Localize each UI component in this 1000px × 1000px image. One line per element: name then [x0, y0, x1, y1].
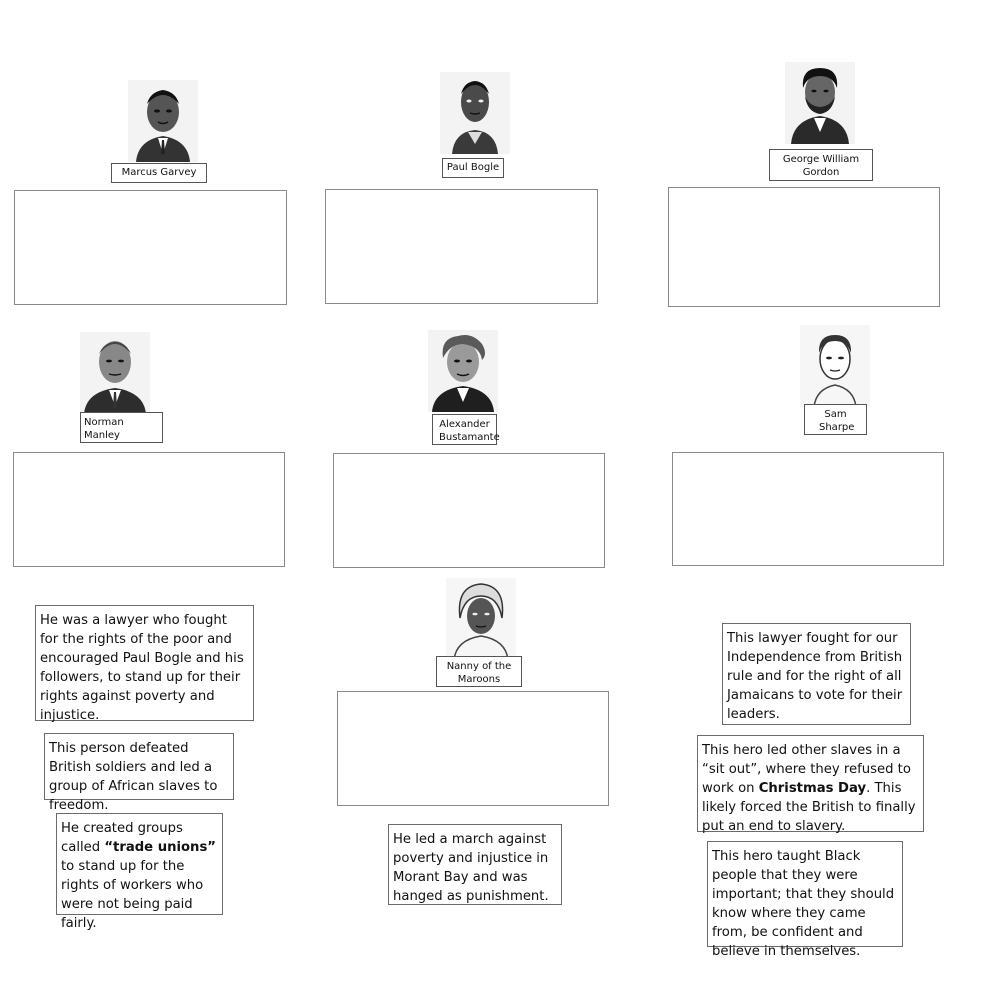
portrait-sam-sharpe — [800, 325, 870, 407]
name-label-paul-bogle: Paul Bogle — [442, 158, 504, 178]
portrait-george-william-gordon — [785, 62, 855, 144]
description-card-independence-lawyer[interactable] — [722, 623, 911, 725]
description-card-black-people-important[interactable] — [707, 841, 903, 959]
description-card-trade-unions[interactable] — [56, 813, 223, 931]
card-text: . This likely forced the British to finally put an end to slavery. — [702, 781, 916, 834]
description-card-sit-out[interactable] — [697, 735, 924, 832]
portrait-norman-manley-image — [80, 332, 150, 414]
answer-box-sam-sharpe[interactable] — [672, 452, 944, 566]
portrait-paul-bogle-image — [440, 72, 510, 154]
name-label-george-william-gordon: George William Gordon — [769, 149, 873, 181]
card-text: He led a march against poverty and injustice in Morant Bay and was hanged as punishment. — [393, 832, 549, 904]
card-text-bold: Christmas Day — [758, 781, 867, 796]
portrait-alexander-bustamante — [428, 330, 498, 412]
portrait-alexander-bustamante-image — [428, 330, 498, 412]
portrait-marcus-garvey-image — [128, 80, 198, 162]
answer-box-norman-manley[interactable] — [13, 452, 285, 567]
answer-box-alexander-bustamante[interactable] — [333, 453, 605, 568]
card-text: This hero taught Black people that they were important; that they should know where they came from, be confident and believe in themselves. — [712, 849, 895, 959]
answer-box-nanny-of-the-maroons[interactable] — [337, 691, 609, 806]
card-text: to stand up for the rights of workers who were not being paid fairly. — [61, 859, 204, 931]
name-label-norman-manley: Norman Manley — [80, 412, 163, 443]
description-card-defeated-british[interactable] — [44, 733, 234, 813]
portrait-george-william-gordon-image — [785, 62, 855, 144]
card-text: This hero led other slaves in a “sit out”, where they refused to work on — [702, 743, 911, 796]
card-text: This person defeated British soldiers and led a group of African slaves to freedom. — [49, 741, 218, 813]
portrait-norman-manley — [80, 332, 150, 414]
portrait-marcus-garvey — [128, 80, 198, 162]
answer-box-george-william-gordon[interactable] — [668, 187, 940, 307]
portrait-sam-sharpe-image — [800, 325, 870, 407]
description-card-lawyer-poor[interactable] — [35, 605, 254, 721]
portrait-nanny-of-the-maroons-image — [446, 578, 516, 660]
card-text-bold: “trade unions” — [104, 840, 216, 855]
name-label-nanny-of-the-maroons: Nanny of the Maroons — [436, 656, 522, 687]
name-label-sam-sharpe: Sam Sharpe — [804, 404, 867, 435]
portrait-nanny-of-the-maroons — [446, 578, 516, 660]
card-text: He was a lawyer who fought for the rights of the poor and encouraged Paul Bogle and his followers, to stand up for their rights against poverty and injustice. — [40, 613, 244, 723]
card-text: This lawyer fought for our Independence from British rule and for the right of all Jamaicans to vote for their leaders. — [727, 631, 903, 722]
answer-box-marcus-garvey[interactable] — [14, 190, 287, 305]
name-label-alexander-bustamante: Alexander Bustamante — [432, 414, 497, 445]
description-card-march-morant-bay[interactable] — [388, 824, 562, 905]
portrait-paul-bogle — [440, 72, 510, 154]
card-text: He created groups called — [61, 821, 183, 855]
name-label-marcus-garvey: Marcus Garvey — [111, 163, 207, 183]
answer-box-paul-bogle[interactable] — [325, 189, 598, 304]
